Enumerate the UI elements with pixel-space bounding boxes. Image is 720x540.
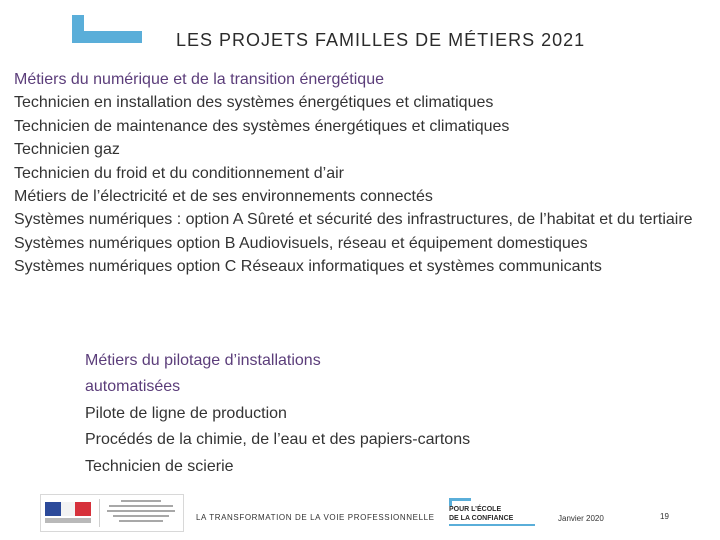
footer-date: Janvier 2020	[558, 514, 604, 523]
section-pilotage-heading-line1: Métiers du pilotage d’installations	[85, 352, 321, 369]
brand-line2: DE LA CONFIANCE	[449, 515, 514, 522]
list-item: Systèmes numériques : option A Sûreté et sécurité des infrastructures, de l’habitat et du tertiaire	[14, 211, 693, 229]
section-pilotage	[85, 348, 585, 480]
list-item: Procédés de la chimie, de l’eau et des papiers-cartons	[85, 431, 471, 449]
section-numerique-heading: Métiers du numérique et de la transition énergétique	[14, 71, 384, 88]
list-item: Systèmes numériques option C Réseaux informatiques et systèmes communicants	[14, 258, 602, 276]
list-item: Technicien de scierie	[85, 457, 234, 475]
list-item: Pilote de ligne de production	[85, 404, 287, 422]
corner-mark-horizontal	[72, 31, 142, 43]
list-item: Technicien en installation des systèmes énergétiques et climatiques	[14, 94, 494, 112]
page-number: 19	[660, 512, 669, 521]
list-item: Métiers de l’électricité et de ses environnements connectés	[14, 188, 433, 206]
ministry-logo-text-lines	[105, 500, 177, 525]
ministry-logo	[40, 494, 184, 532]
section-pilotage-heading-line2: automatisées	[85, 378, 181, 396]
slide-title: LES PROJETS FAMILLES DE MÉTIERS 2021	[176, 30, 586, 50]
list-item: Technicien de maintenance des systèmes énergétiques et climatiques	[14, 117, 510, 135]
section-numerique	[14, 68, 716, 279]
ecole-confiance-logo	[449, 498, 539, 528]
corner-accent-mark	[72, 15, 142, 43]
french-flag-icon	[45, 499, 93, 525]
list-item: Technicien gaz	[14, 141, 120, 159]
list-item: Technicien du froid et du conditionnement d’air	[14, 164, 344, 182]
list-item: Systèmes numériques option B Audiovisuels, réseau et équipement domestiques	[14, 234, 588, 252]
footer-center-text: LA TRANSFORMATION DE LA VOIE PROFESSIONNELLE	[196, 513, 435, 522]
brand-line1: POUR L’ÉCOLE	[449, 506, 502, 513]
